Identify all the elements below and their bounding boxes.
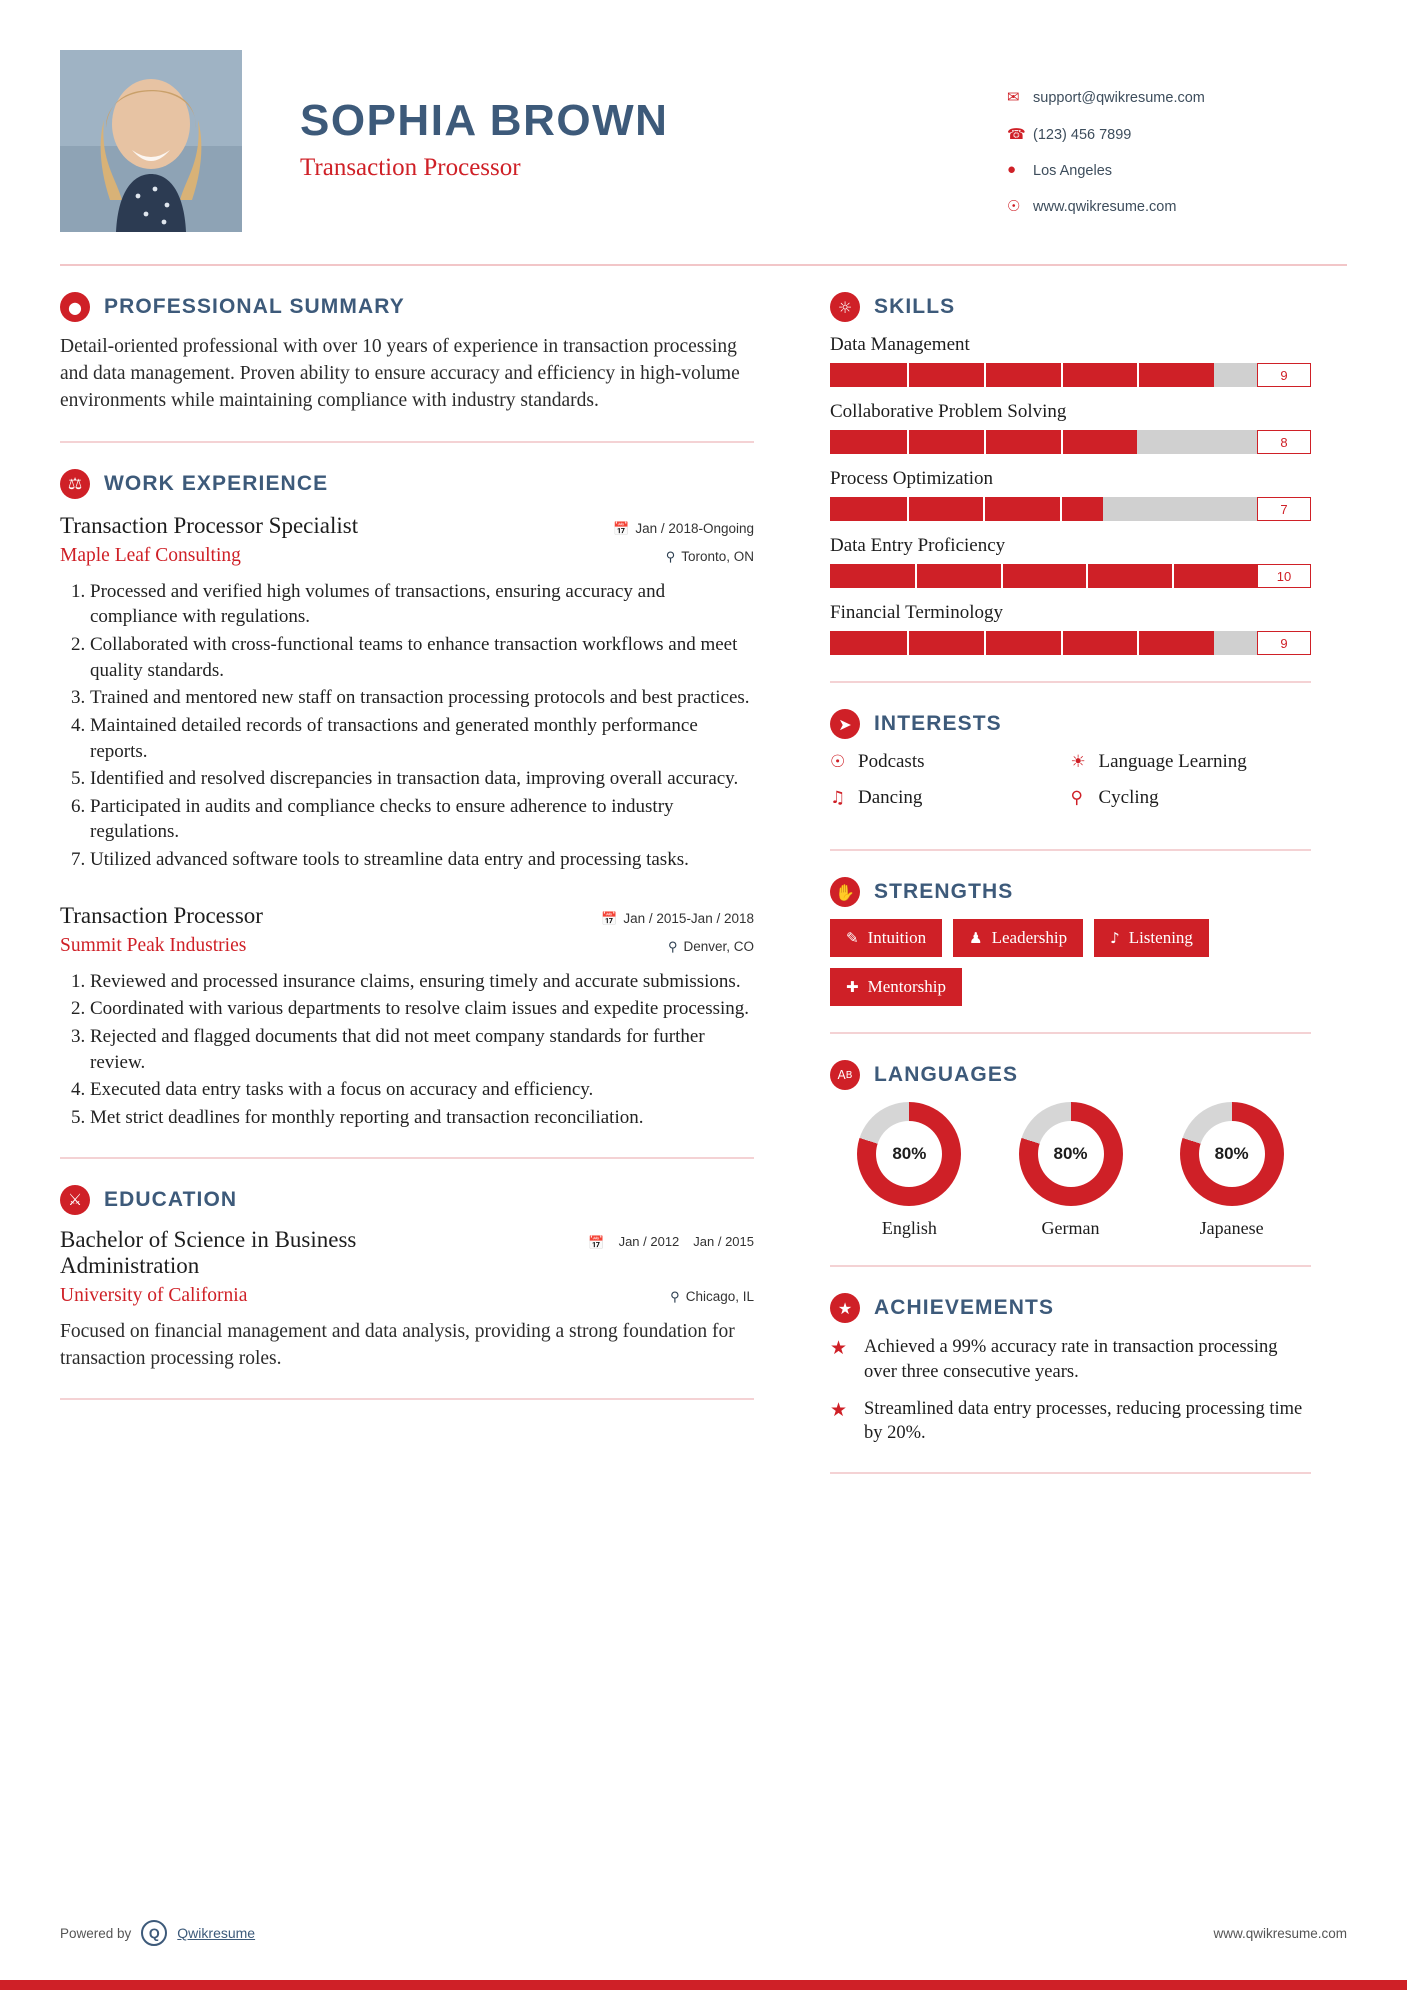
strength-chip [830, 968, 962, 1006]
envelope-icon: ✉ [1007, 90, 1020, 106]
hand-icon: ✋ [830, 877, 860, 907]
skill-name: Collaborative Problem Solving [830, 401, 1067, 422]
bicycle-icon: ⚲ [1070, 788, 1083, 808]
translate-icon: A B [830, 1060, 860, 1090]
duty-item: 4. Maintained detailed records of transactions and generated monthly performance reports. [90, 713, 754, 764]
left-column [60, 292, 800, 1500]
work-entry [60, 903, 754, 1131]
duty-item: 1. Processed and verified high volumes of transactions, ensuring accuracy and compliance with regulations. [90, 579, 754, 630]
achievement-text: Streamlined data entry processes, reducing processing time by 20%. [864, 1398, 1303, 1444]
calendar-icon: 📅 [588, 1234, 605, 1250]
skill-bar-track [830, 363, 1257, 387]
strength-chip [1094, 919, 1209, 957]
language-item [830, 1102, 989, 1239]
duty-item: 4. Executed data entry tasks with a focus on accuracy and efficiency. [90, 1077, 754, 1103]
skill-bar-track [830, 430, 1257, 454]
contact-phone[interactable] [1007, 125, 1347, 144]
job-date-text: Jan / 2015-Jan / 2018 [623, 911, 754, 927]
divider [60, 1398, 754, 1400]
work-entry [60, 513, 754, 873]
education-location [670, 1289, 754, 1305]
duty-item: 6. Participated in audits and compliance checks to ensure adherence to industry regulations. [90, 794, 754, 845]
section-title-languages: LANGUAGES [874, 1063, 1019, 1086]
contact-location [1007, 162, 1347, 179]
section-title-work: WORK EXPERIENCE [104, 471, 329, 495]
language-item [1152, 1102, 1311, 1239]
skill-item [830, 334, 1311, 387]
education-description: Focused on financial management and data analysis, providing a strong foundation for transaction processing roles. [60, 1320, 735, 1369]
calendar-icon: 📅 [601, 910, 618, 926]
skill-bar-fill [830, 631, 1214, 655]
job-date [601, 911, 754, 927]
microphone-icon: ☉ [830, 752, 846, 772]
language-progress-ring [1180, 1102, 1284, 1206]
skill-bar-fill [830, 363, 1214, 387]
page-footer [60, 1920, 1347, 1946]
skill-bar-track [830, 564, 1257, 588]
language-progress-ring [857, 1102, 961, 1206]
footer-website[interactable]: www.qwikresume.com [1213, 1925, 1347, 1941]
contact-email-text: support@qwikresume.com [1033, 89, 1205, 106]
skill-bar-fill [830, 497, 1103, 521]
section-strengths [830, 877, 1311, 1006]
job-position: Transaction Processor Specialist [60, 512, 359, 538]
strength-chip [953, 919, 1083, 957]
globe-icon: ☀ [1070, 752, 1086, 772]
avatar [60, 50, 242, 232]
strength-label: Mentorship [867, 977, 946, 996]
language-name: Japanese [1199, 1218, 1264, 1238]
resume-header [60, 40, 1347, 234]
education-degree: Bachelor of Science in Business Administration [60, 1226, 357, 1278]
graduation-cap-icon: ⚔ [60, 1185, 90, 1215]
globe-icon: ☉ [1007, 199, 1021, 215]
duty-item: 3. Trained and mentored new staff on transaction processing protocols and best practices. [90, 685, 754, 711]
location-pin-icon: ⚲ [670, 1288, 680, 1304]
skill-score: 9 [1257, 631, 1311, 655]
language-percent: 80% [876, 1121, 942, 1187]
skill-score: 7 [1257, 497, 1311, 521]
duty-item: 7. Utilized advanced software tools to streamline data entry and processing tasks. [90, 847, 754, 873]
skill-item [830, 535, 1311, 588]
job-location-text: Denver, CO [683, 939, 754, 955]
duty-item: 2. Coordinated with various departments to resolve claim issues and expedite processing. [90, 996, 754, 1022]
contact-list [1007, 50, 1347, 234]
interest-label: Podcasts [858, 751, 925, 772]
section-title-achievements: ACHIEVEMENTS [874, 1296, 1055, 1319]
divider [830, 1472, 1311, 1474]
divider [830, 681, 1311, 683]
education-date-start: Jan / 2012 [618, 1234, 680, 1250]
language-percent: 80% [1199, 1121, 1265, 1187]
user-plus-icon: ✚ [846, 978, 859, 996]
language-progress-ring [1019, 1102, 1123, 1206]
location-pin-icon: ● [1007, 162, 1017, 178]
skill-bar-fill [830, 564, 1257, 588]
skill-item [830, 468, 1311, 521]
contact-email[interactable] [1007, 88, 1347, 107]
job-position: Transaction Processor [60, 902, 263, 928]
achievement-item [830, 1335, 1311, 1385]
user-circle-icon: ● [60, 292, 90, 322]
section-title-skills: SKILLS [874, 295, 956, 318]
brand-link[interactable]: Qwikresume [177, 1925, 256, 1941]
job-duties [60, 579, 754, 873]
section-achievements [830, 1293, 1311, 1446]
education-location-text: Chicago, IL [685, 1289, 754, 1305]
language-percent: 80% [1038, 1121, 1104, 1187]
location-pin-icon: ⚲ [667, 938, 678, 954]
section-title-strengths: STRENGTHS [874, 880, 1014, 903]
strength-label: Intuition [867, 928, 927, 947]
section-languages [830, 1060, 1311, 1239]
interest-label: Dancing [858, 787, 923, 808]
name-block [242, 50, 1007, 182]
footer-accent-bar [0, 1980, 1407, 1990]
music-note-icon: ♫ [830, 788, 846, 808]
language-item [991, 1102, 1150, 1239]
powered-by-label: Powered by [60, 1925, 132, 1941]
divider [830, 1265, 1311, 1267]
education-dates [588, 1235, 754, 1251]
star-flag-icon: ★ [830, 1398, 848, 1421]
job-duties [60, 969, 754, 1131]
job-date-text: Jan / 2018-Ongoing [635, 521, 754, 537]
interest-item [1071, 787, 1312, 809]
contact-website[interactable] [1007, 197, 1347, 216]
section-work-experience [60, 469, 754, 1131]
skill-bar-track [830, 497, 1257, 521]
strength-chip [830, 919, 942, 957]
achievement-text: Achieved a 99% accuracy rate in transaction processing over three consecutive years. [864, 1337, 1278, 1382]
interest-label: Language Learning [1098, 751, 1247, 772]
skill-item [830, 401, 1311, 454]
job-location [668, 939, 754, 955]
section-professional-summary [60, 292, 754, 415]
interest-item [1071, 751, 1312, 773]
skill-score: 8 [1257, 430, 1311, 454]
contact-website-text: www.qwikresume.com [1033, 198, 1177, 215]
divider [60, 441, 754, 443]
interest-label: Cycling [1098, 787, 1159, 808]
section-skills [830, 292, 1311, 655]
right-column [800, 292, 1311, 1500]
skill-item [830, 602, 1311, 655]
paper-plane-icon: ➤ [830, 709, 860, 739]
interest-item [830, 787, 1071, 809]
candidate-name: SOPHIA BROWN [300, 96, 669, 145]
pen-icon: ✎ [846, 929, 859, 947]
job-location-text: Toronto, ON [681, 549, 754, 565]
summary-text: Detail-oriented professional with over 10 years of experience in transaction processing and data management. Proven ability to ensure accuracy and efficiency in high-volume environments while maintaining compliance with industry standards. [60, 336, 740, 411]
users-icon: ♟ [969, 929, 983, 947]
section-education [60, 1185, 754, 1373]
header-divider [60, 264, 1347, 266]
skill-bar-fill [830, 430, 1137, 454]
briefcase-icon: ⚖ [60, 469, 90, 499]
achievement-item [830, 1397, 1311, 1447]
divider [830, 849, 1311, 851]
divider [830, 1032, 1311, 1034]
star-flag-icon: ★ [830, 1337, 848, 1359]
duty-item: 2. Collaborated with cross-functional teams to enhance transaction workflows and meet quality standards. [90, 632, 754, 683]
contact-location-text: Los Angeles [1033, 162, 1113, 179]
job-location [666, 549, 754, 565]
education-school: University of California [60, 1284, 248, 1306]
duty-item: 5. Identified and resolved discrepancies in transaction data, improving overall accuracy. [90, 766, 754, 792]
language-name: English [881, 1218, 937, 1238]
strength-label: Leadership [991, 928, 1068, 947]
interest-item [830, 751, 1071, 773]
duty-item: 5. Met strict deadlines for monthly reporting and transaction reconciliation. [90, 1105, 754, 1131]
phone-icon: ☎ [1007, 127, 1026, 143]
contact-phone-text: (123) 456 7899 [1033, 126, 1132, 143]
skill-name: Data Management [830, 334, 970, 355]
divider [60, 1157, 754, 1159]
strength-label: Listening [1128, 928, 1193, 947]
brand-block [60, 1920, 255, 1946]
education-date-end: Jan / 2015 [693, 1234, 754, 1250]
skill-name: Financial Terminology [830, 602, 1003, 623]
candidate-job-title: Transaction Processor [300, 154, 521, 182]
job-company: Summit Peak Industries [60, 934, 247, 956]
section-title-education: EDUCATION [104, 1187, 238, 1211]
skill-name: Process Optimization [830, 468, 994, 489]
calendar-icon: 📅 [613, 520, 630, 536]
job-company: Maple Leaf Consulting [60, 544, 241, 566]
skill-name: Data Entry Proficiency [830, 535, 1006, 556]
duty-item: 3. Rejected and flagged documents that did not meet company standards for further review. [90, 1024, 754, 1075]
skill-score: 10 [1257, 564, 1311, 588]
star-badge-icon: ★ [830, 1293, 860, 1323]
duty-item: 1. Reviewed and processed insurance claims, ensuring timely and accurate submissions. [90, 969, 754, 995]
skill-score: 9 [1257, 363, 1311, 387]
location-pin-icon: ⚲ [665, 548, 676, 564]
skill-bar-track [830, 631, 1257, 655]
section-title-interests: INTERESTS [874, 712, 1002, 735]
job-date [613, 521, 754, 537]
section-title-summary: PROFESSIONAL SUMMARY [104, 295, 405, 318]
headphones-icon: ♪ [1110, 929, 1120, 947]
lightbulb-icon: ☼ [830, 292, 860, 322]
language-name: German [1041, 1218, 1100, 1238]
section-interests [830, 709, 1311, 823]
qwikresume-logo-icon: Q [141, 1920, 167, 1946]
